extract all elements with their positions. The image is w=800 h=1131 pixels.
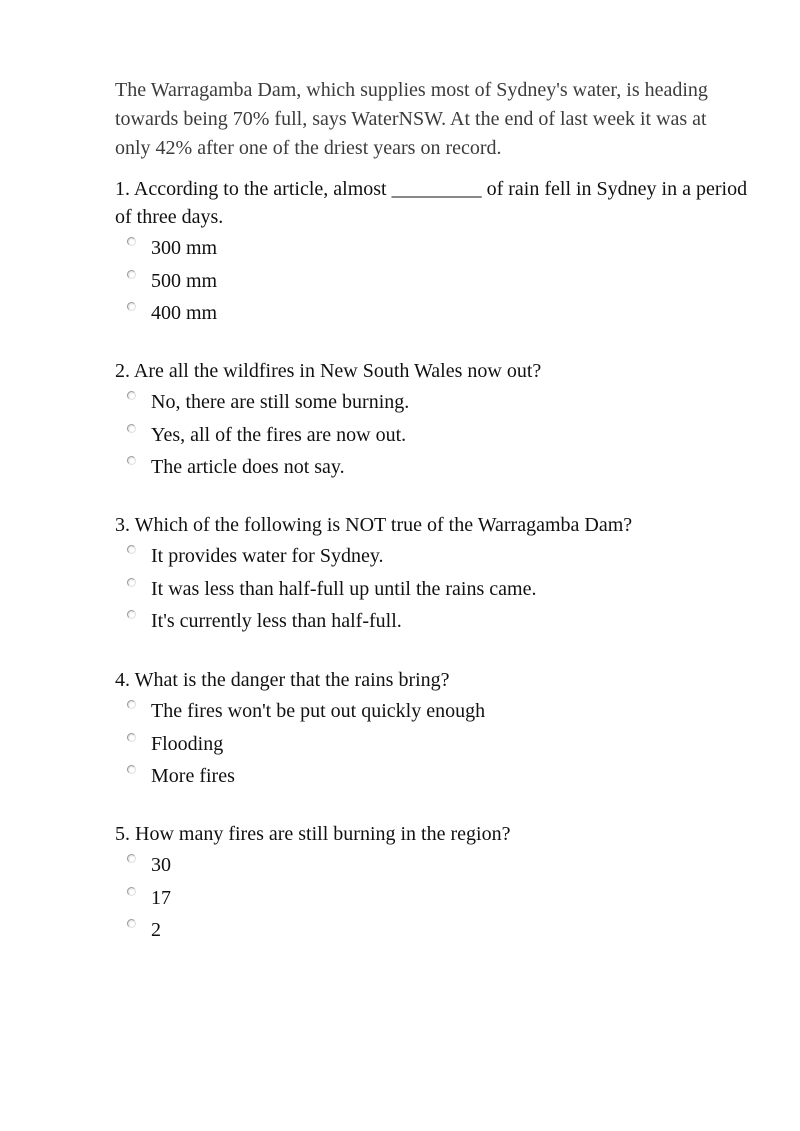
- answer-label: More fires: [151, 765, 235, 787]
- answer-option[interactable]: [127, 454, 755, 487]
- question-text: 1. According to the article, almost _________ of rain fell in Sydney in a period of three days.: [115, 178, 748, 228]
- answer-label: 2: [151, 919, 161, 941]
- answer-label: It's currently less than half-full.: [151, 610, 402, 632]
- answer-option[interactable]: [127, 422, 755, 455]
- answer-option[interactable]: [127, 917, 755, 950]
- radio-button-icon[interactable]: [127, 391, 136, 400]
- question-5: [115, 820, 755, 950]
- answer-option[interactable]: [127, 300, 755, 333]
- radio-button-icon[interactable]: [127, 733, 136, 742]
- question-3: [115, 511, 755, 641]
- answer-options: [115, 698, 755, 796]
- answer-label: 30: [151, 854, 171, 876]
- answer-label: The article does not say.: [151, 456, 345, 478]
- answer-option[interactable]: [127, 268, 755, 301]
- question-4: [115, 666, 755, 796]
- radio-button-icon[interactable]: [127, 424, 136, 433]
- radio-button-icon[interactable]: [127, 456, 136, 465]
- question-text: 2. Are all the wildfires in New South Wales now out?: [115, 360, 542, 382]
- answer-option[interactable]: [127, 543, 755, 576]
- radio-button-icon[interactable]: [127, 237, 136, 246]
- answer-options: [115, 852, 755, 950]
- answer-options: [115, 235, 755, 333]
- question-text: 4. What is the danger that the rains bring?: [115, 669, 450, 691]
- answer-option[interactable]: [127, 235, 755, 268]
- answer-label: Yes, all of the fires are now out.: [151, 423, 407, 446]
- radio-button-icon[interactable]: [127, 578, 136, 587]
- answer-option[interactable]: [127, 885, 755, 918]
- answer-option[interactable]: [127, 608, 755, 641]
- answer-label: 500 mm: [151, 269, 218, 292]
- answer-options: [115, 389, 755, 487]
- answer-option[interactable]: [127, 389, 755, 422]
- question-text: 5. How many fires are still burning in the region?: [115, 823, 511, 845]
- answer-option[interactable]: [127, 763, 755, 796]
- radio-button-icon[interactable]: [127, 610, 136, 619]
- radio-button-icon[interactable]: [127, 765, 136, 774]
- answer-options: [115, 543, 755, 641]
- answer-label: It was less than half-full up until the rains came.: [151, 577, 537, 600]
- question-2: [115, 357, 755, 487]
- article-excerpt: The Warragamba Dam, which supplies most of Sydney's water, is heading towards being 70% full, says WaterNSW. At the end of last week it was at only 42% after one of the driest years on record.: [115, 79, 708, 159]
- radio-button-icon[interactable]: [127, 887, 136, 896]
- radio-button-icon[interactable]: [127, 919, 136, 928]
- radio-button-icon[interactable]: [127, 302, 136, 311]
- answer-label: The fires won't be put out quickly enough: [151, 700, 486, 722]
- answer-label: It provides water for Sydney.: [151, 545, 384, 567]
- radio-button-icon[interactable]: [127, 700, 136, 709]
- answer-label: 17: [151, 886, 171, 909]
- answer-option[interactable]: [127, 698, 755, 731]
- answer-label: 300 mm: [151, 237, 218, 259]
- answer-option[interactable]: [127, 852, 755, 885]
- answer-label: No, there are still some burning.: [151, 391, 410, 413]
- answer-label: Flooding: [151, 732, 224, 755]
- radio-button-icon[interactable]: [127, 854, 136, 863]
- answer-option[interactable]: [127, 731, 755, 764]
- question-text: 3. Which of the following is NOT true of the Warragamba Dam?: [115, 514, 633, 536]
- radio-button-icon[interactable]: [127, 270, 136, 279]
- question-1: [115, 175, 755, 333]
- answer-option[interactable]: [127, 576, 755, 609]
- radio-button-icon[interactable]: [127, 545, 136, 554]
- answer-label: 400 mm: [151, 302, 218, 324]
